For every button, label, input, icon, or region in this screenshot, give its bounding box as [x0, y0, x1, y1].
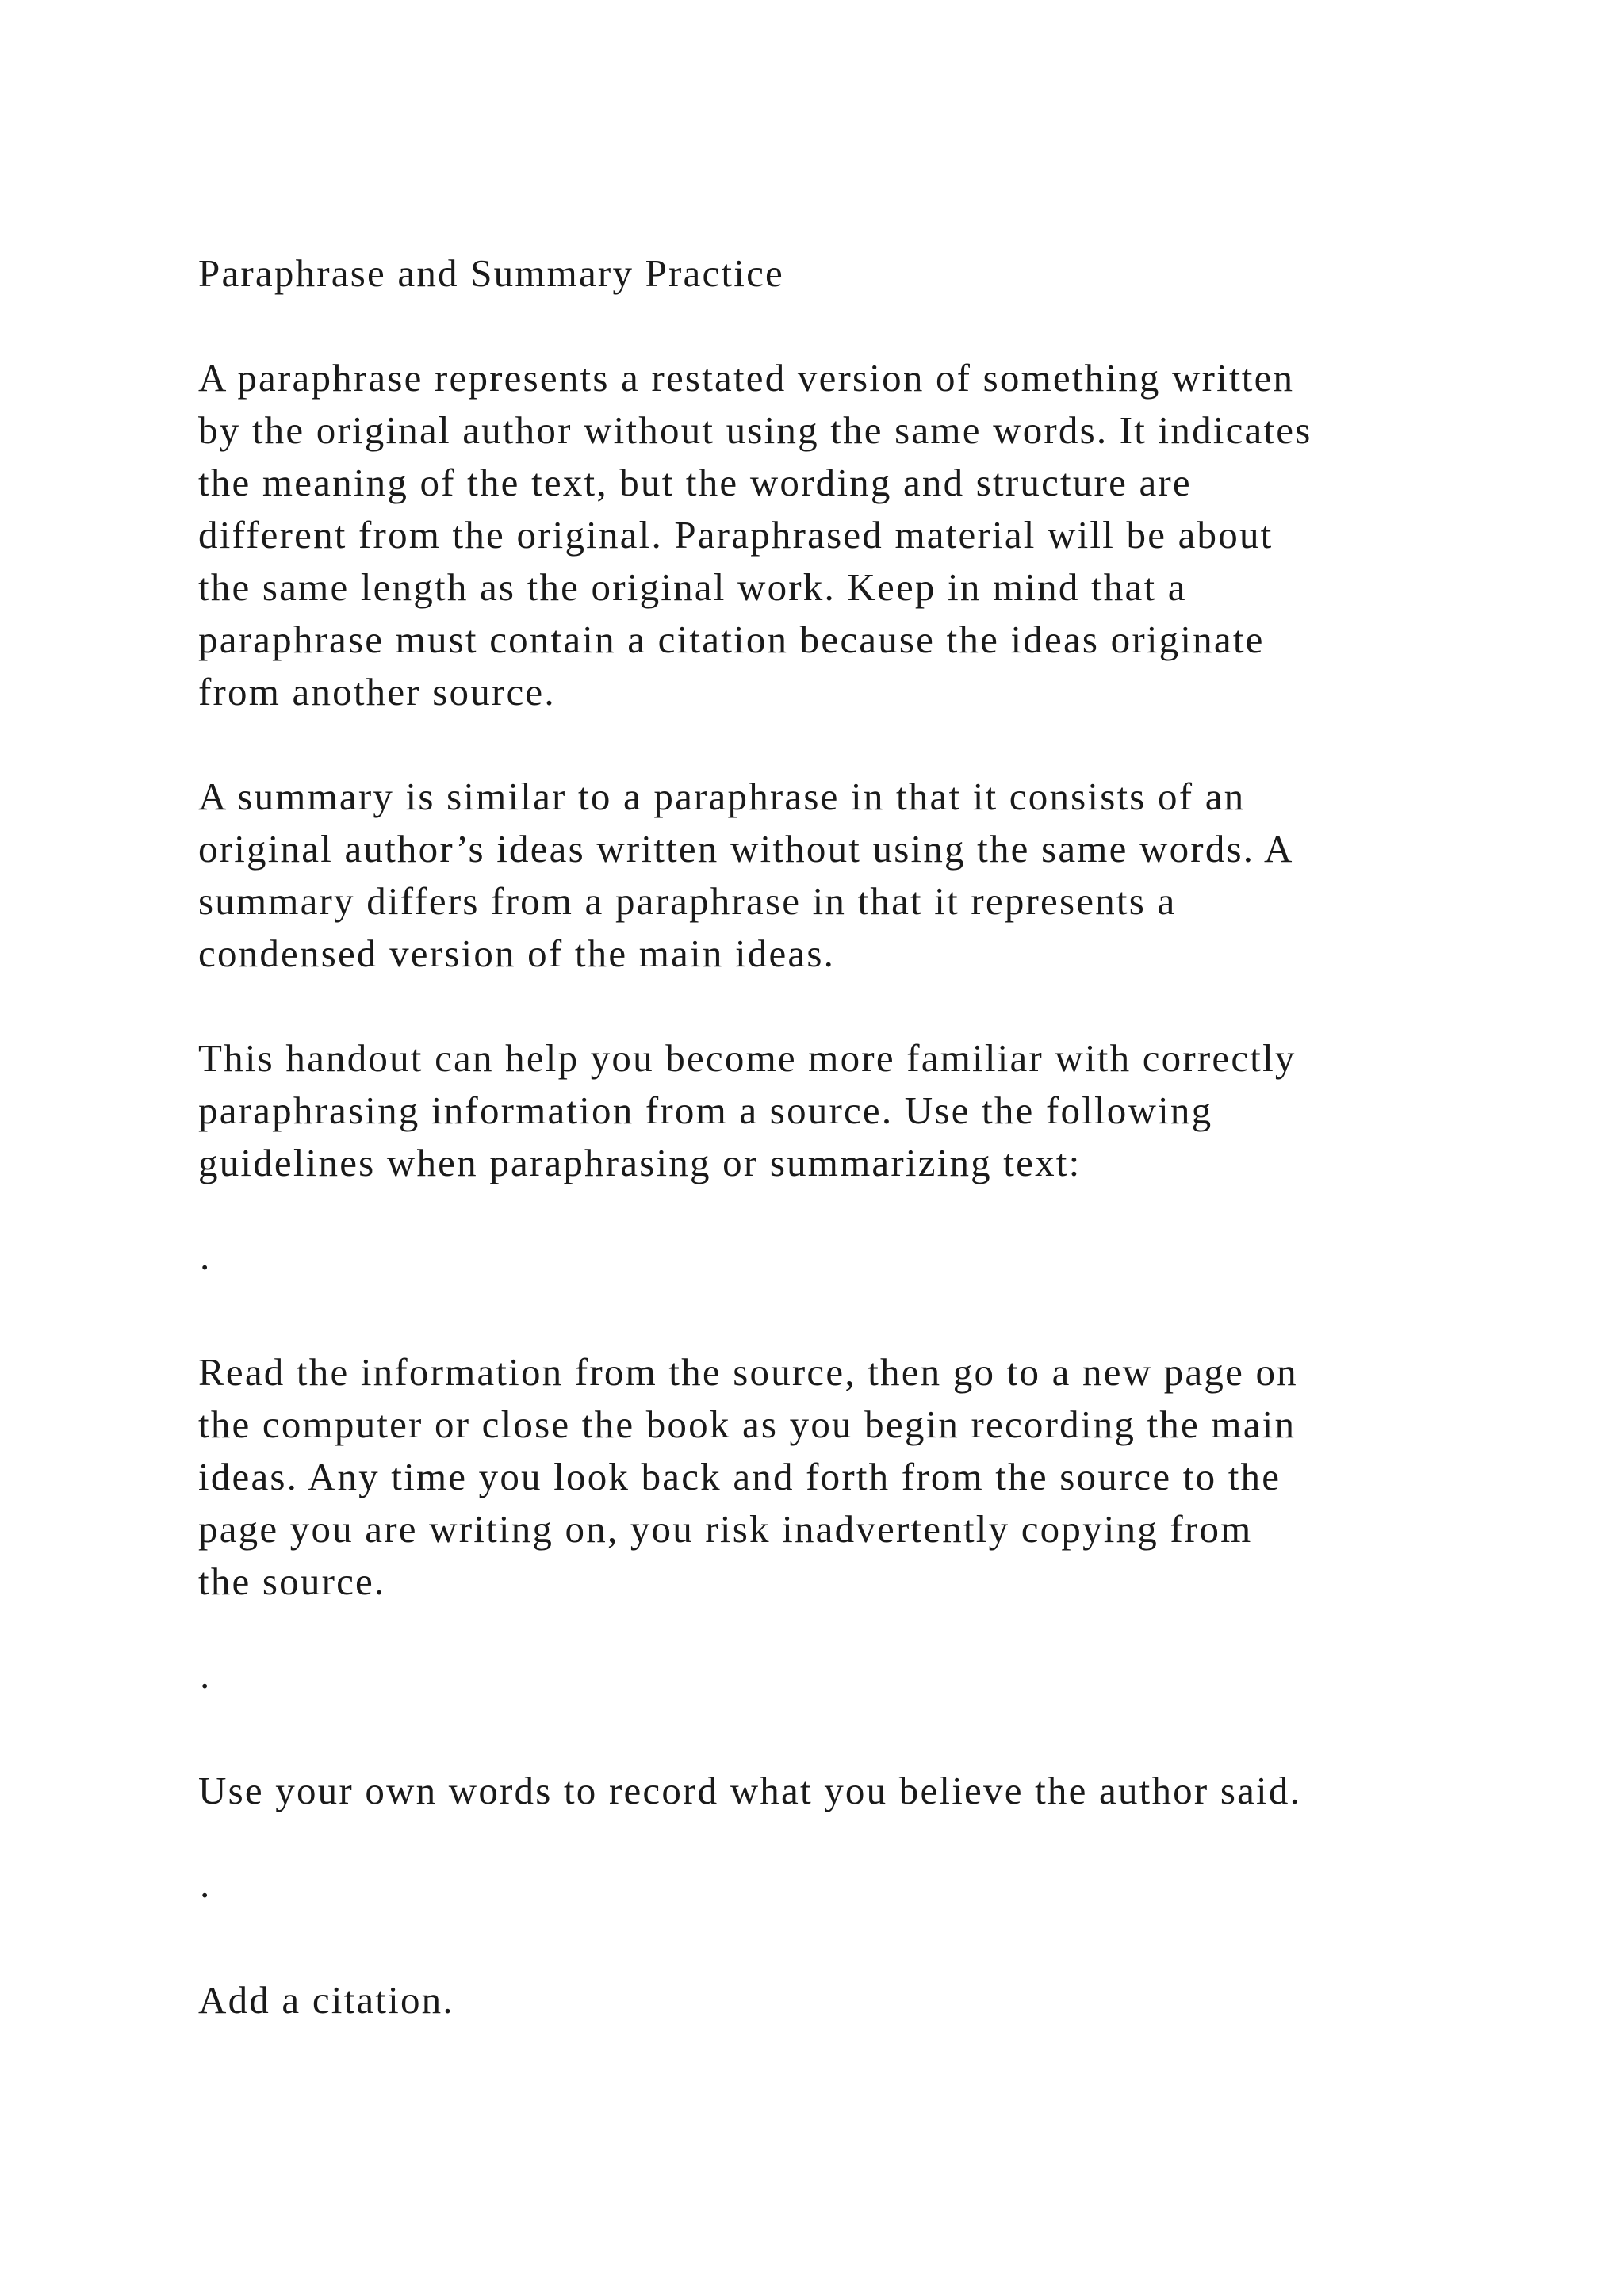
paragraph-spacer [198, 718, 1530, 771]
text-line: This handout can help you become more familiar with correctly [198, 1036, 1297, 1080]
paragraph-handout-intro [198, 1032, 1530, 1189]
paragraph-spacer [198, 1189, 1530, 1242]
text-line: A summary is similar to a paraphrase in that it consists of an [198, 775, 1246, 818]
paragraph-summary-definition [198, 771, 1530, 980]
paragraph-spacer [198, 1817, 1530, 1869]
text-line: Use your own words to record what you believe the author said. [198, 1769, 1302, 1812]
guideline-own-words [198, 1765, 1530, 1817]
text-line: different from the original. Paraphrased material will be about [198, 513, 1274, 557]
text-line: the computer or close the book as you begin recording the main [198, 1402, 1297, 1446]
paragraph-spacer [198, 1712, 1530, 1765]
guideline-read-source [198, 1346, 1530, 1608]
text-line: Add a citation. [198, 1978, 454, 2022]
paragraph-spacer [198, 1608, 1530, 1660]
text-line: condensed version of the main ideas. [198, 932, 836, 975]
text-line: from another source. [198, 670, 556, 714]
paragraph-spacer [198, 1294, 1530, 1346]
text-line: paraphrasing information from a source. Use the following [198, 1089, 1213, 1132]
paragraph-spacer [198, 980, 1530, 1032]
text-line: ideas. Any time you look back and forth from the source to the [198, 1455, 1281, 1498]
bullet-marker: · [198, 1664, 213, 1708]
bullet-marker: · [198, 1246, 213, 1289]
text-line: the meaning of the text, but the wording and structure are [198, 461, 1192, 504]
text-line: page you are writing on, you risk inadvertently copying from [198, 1507, 1253, 1551]
document-title: Paraphrase and Summary Practice [198, 251, 784, 295]
text-line: the source. [198, 1559, 386, 1603]
text-line: the same length as the original work. Keep in mind that a [198, 565, 1187, 609]
paragraph-spacer [198, 300, 1530, 352]
text-line: A paraphrase represents a restated version of something written [198, 356, 1295, 400]
document-body [198, 247, 1530, 2026]
text-line: Read the information from the source, then go to a new page on [198, 1350, 1298, 1394]
paragraph-spacer [198, 1922, 1530, 1974]
text-line: original author’s ideas written without using the same words. A [198, 827, 1294, 871]
text-line: summary differs from a paraphrase in that it represents a [198, 879, 1177, 923]
bullet-marker: · [198, 1873, 213, 1917]
text-line: guidelines when paraphrasing or summarizing text: [198, 1141, 1082, 1184]
guideline-add-citation [198, 1974, 1530, 2026]
text-line: paraphrase must contain a citation because the ideas originate [198, 618, 1265, 661]
text-line: by the original author without using the same words. It indicates [198, 408, 1312, 452]
paragraph-paraphrase-definition [198, 352, 1530, 718]
